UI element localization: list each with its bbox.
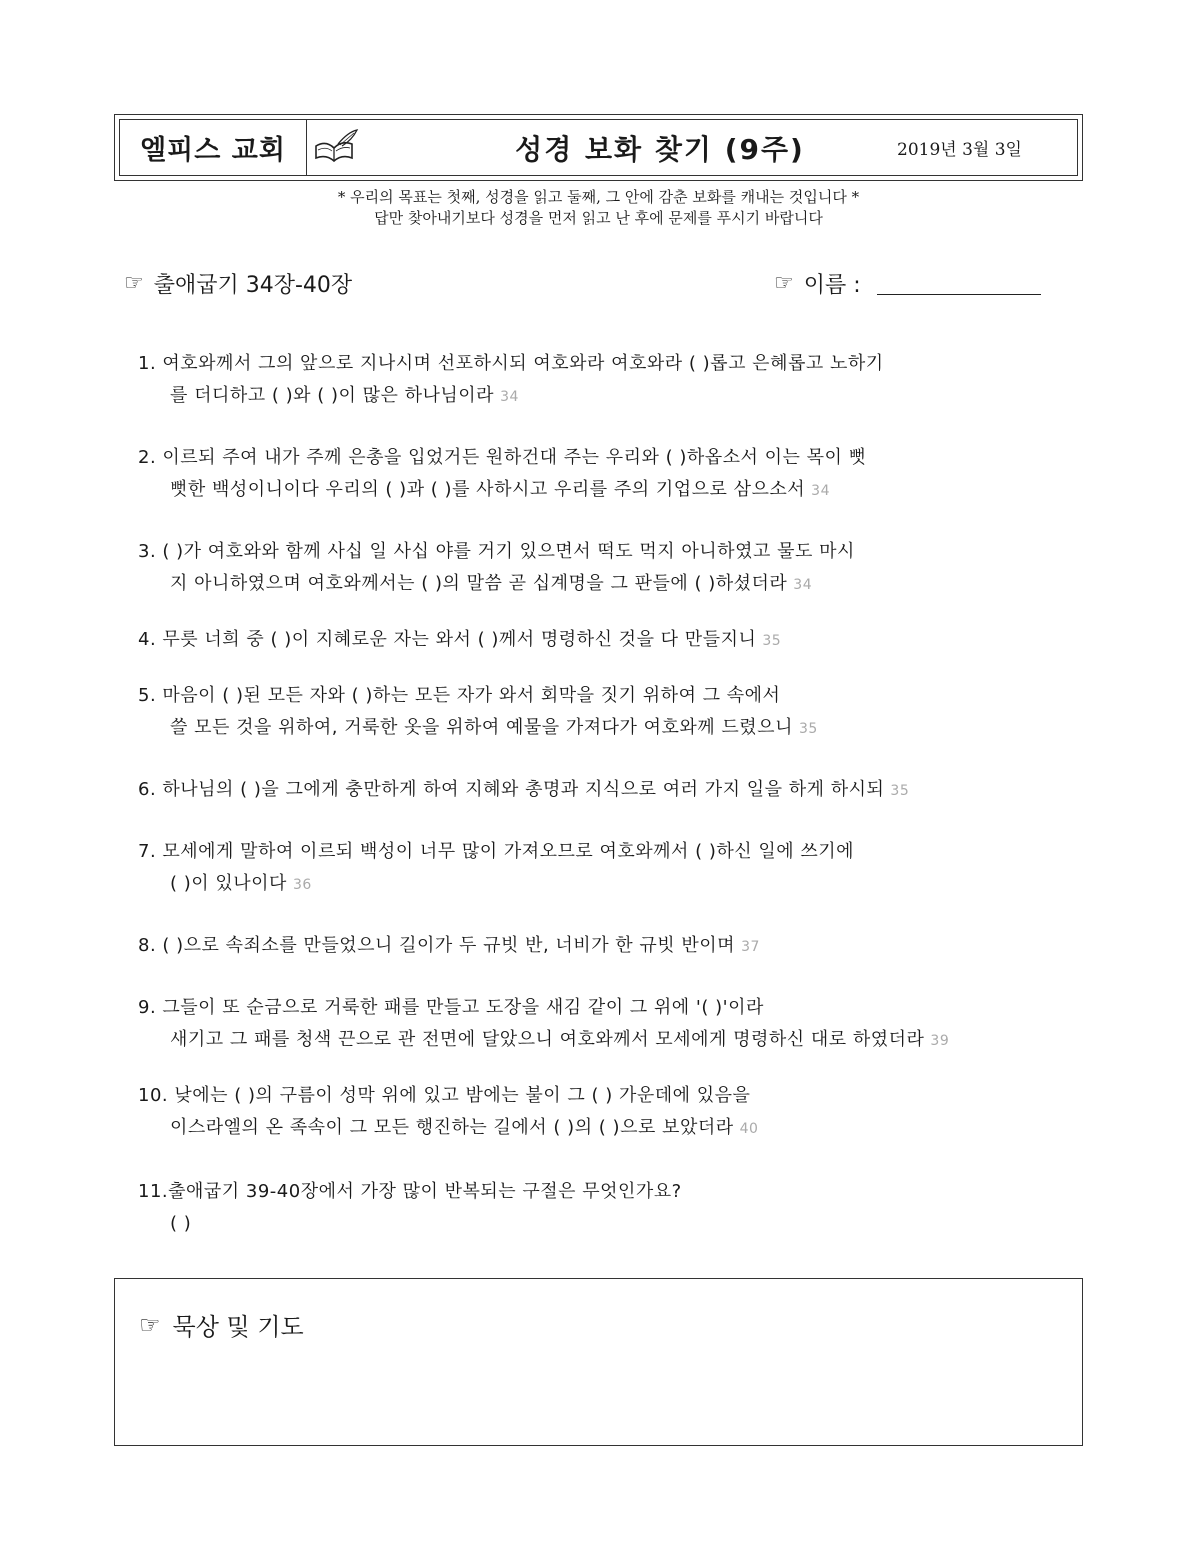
question-text-continued: [138, 868, 1068, 901]
question-text-continued: [138, 712, 1068, 745]
chapter-reference: 34: [793, 577, 813, 593]
question-text-line: [138, 624, 1068, 657]
question-text: 5. 마음이 ( )된 모든 자와 ( )하는 모든 자가 와서 회막을 짓기 위하여 그 속에서: [138, 685, 781, 706]
question-2: [138, 442, 1068, 507]
question-10: [138, 1080, 1068, 1145]
prayer-heading: [139, 1307, 304, 1342]
name-field: [774, 268, 1041, 299]
chapter-reference: 35: [890, 783, 910, 799]
meditation-prayer-box[interactable]: [114, 1278, 1083, 1446]
question-5: [138, 680, 1068, 745]
question-text-continued: [138, 1024, 1068, 1057]
pointing-hand-icon: ☞: [774, 271, 794, 296]
chapter-reference: 34: [500, 389, 519, 405]
chapter-reference: 39: [930, 1033, 950, 1049]
worksheet-header: [114, 114, 1083, 181]
question-3: [138, 536, 1068, 601]
chapter-reference: 34: [811, 483, 830, 499]
notice-line-2: 답만 찾아내기보다 성경을 먼저 읽고 난 후에 문제를 푸시기 바랍니다: [374, 209, 823, 227]
reading-range: [124, 268, 352, 299]
pointing-hand-icon: ☞: [139, 1310, 161, 1339]
church-name: 엘피스 교회: [120, 120, 307, 175]
question-text: 4. 무릇 너희 중 ( )이 지혜로운 자는 와서 ( )께서 명령하신 것을 다 만들지니: [138, 629, 757, 650]
question-text: 9. 그들이 또 순금으로 거룩한 패를 만들고 도장을 새김 같이 그 위에 '( )'이라: [138, 997, 764, 1018]
chapter-reference: 37: [741, 939, 760, 955]
question-9: [138, 992, 1068, 1057]
question-text: 2. 이르되 주여 내가 주께 은총을 입었거든 원하건대 주는 우리와 ( )하옵소서 이는 목이 뻣: [138, 447, 867, 468]
chapter-reference: 40: [739, 1121, 759, 1137]
notice-line-1: * 우리의 목표는 첫째, 성경을 읽고 둘째, 그 안에 감춘 보화를 캐내는 것입니다 *: [337, 188, 860, 206]
question-text: 1. 여호와께서 그의 앞으로 지나시며 선포하시되 여호와라 여호와라 ( )롭고 은혜롭고 노하기: [138, 353, 884, 374]
question-4: [138, 624, 1068, 657]
chapter-reference: 35: [762, 633, 782, 649]
question-text: 를 더디하고 ( )와 ( )이 많은 하나님이라: [170, 385, 495, 406]
question-text: 8. ( )으로 속죄소를 만들었으니 길이가 두 규빗 반, 너비가 한 규빗 반이며: [138, 935, 736, 956]
question-text-line: [138, 774, 1068, 807]
question-text: 쓸 모든 것을 위하여, 거룩한 옷을 위하여 예물을 가져다가 여호와께 드렸으니: [170, 717, 793, 738]
question-1: [138, 348, 1068, 413]
header-inner-frame: [119, 119, 1078, 176]
name-input-line[interactable]: [877, 272, 1041, 295]
page-title: 성경 보화 찾기 (9주): [515, 132, 805, 166]
question-text-continued: [138, 1112, 1068, 1145]
question-text-continued: [138, 474, 1068, 507]
question-text-line: [138, 930, 1068, 963]
question-text: ( )이 있나이다: [170, 873, 287, 894]
name-label: 이름 :: [803, 273, 861, 298]
question-8: [138, 930, 1068, 963]
question-text: 뻣한 백성이니이다 우리의 ( )과 ( )를 사하시고 우리를 주의 기업으로 삼으소서: [170, 479, 806, 500]
question-6: [138, 774, 1068, 807]
answer-blank[interactable]: ( ): [170, 1213, 192, 1234]
question-text: 3. ( )가 여호와와 함께 사십 일 사십 야를 거기 있으면서 떡도 먹지 아니하였고 물도 마시: [138, 541, 855, 562]
question-text: 지 아니하였으며 여호와께서는 ( )의 말씀 곧 십계명을 그 판들에 ( )하셨더라: [170, 573, 788, 594]
reading-range-label: 출애굽기 34장-40장: [153, 273, 353, 298]
question-text: 새기고 그 패를 청색 끈으로 관 전면에 달았으니 여호와께서 모세에게 명령하신 대로 하였더라: [170, 1029, 925, 1050]
question-text: 6. 하나님의 ( )을 그에게 충만하게 하여 지혜와 총명과 지식으로 여러 가지 일을 하게 하시되: [138, 779, 885, 800]
book-quill-icon: [307, 120, 363, 175]
question-text-continued: [138, 380, 1068, 413]
question-7: [138, 836, 1068, 901]
question-11: [138, 1176, 1068, 1240]
question-text: 10. 낮에는 ( )의 구름이 성막 위에 있고 밤에는 불이 그 ( ) 가운데에 있음을: [138, 1085, 751, 1106]
question-text: 이스라엘의 온 족속이 그 모든 행진하는 길에서 ( )의 ( )으로 보았더라: [170, 1117, 734, 1138]
pointing-hand-icon: ☞: [124, 271, 144, 296]
question-text: 7. 모세에게 말하여 이르되 백성이 너무 많이 가져오므로 여호와께서 ( )하신 일에 쓰기에: [138, 841, 855, 862]
chapter-reference: 36: [292, 877, 312, 893]
question-text: 11.출애굽기 39-40장에서 가장 많이 반복되는 구절은 무엇인가요?: [138, 1181, 682, 1202]
question-text-continued: [138, 568, 1068, 601]
prayer-title: 묵상 및 기도: [172, 1313, 304, 1341]
chapter-reference: 35: [798, 721, 818, 737]
worksheet-date: 2019년 3월 3일: [897, 140, 1022, 160]
